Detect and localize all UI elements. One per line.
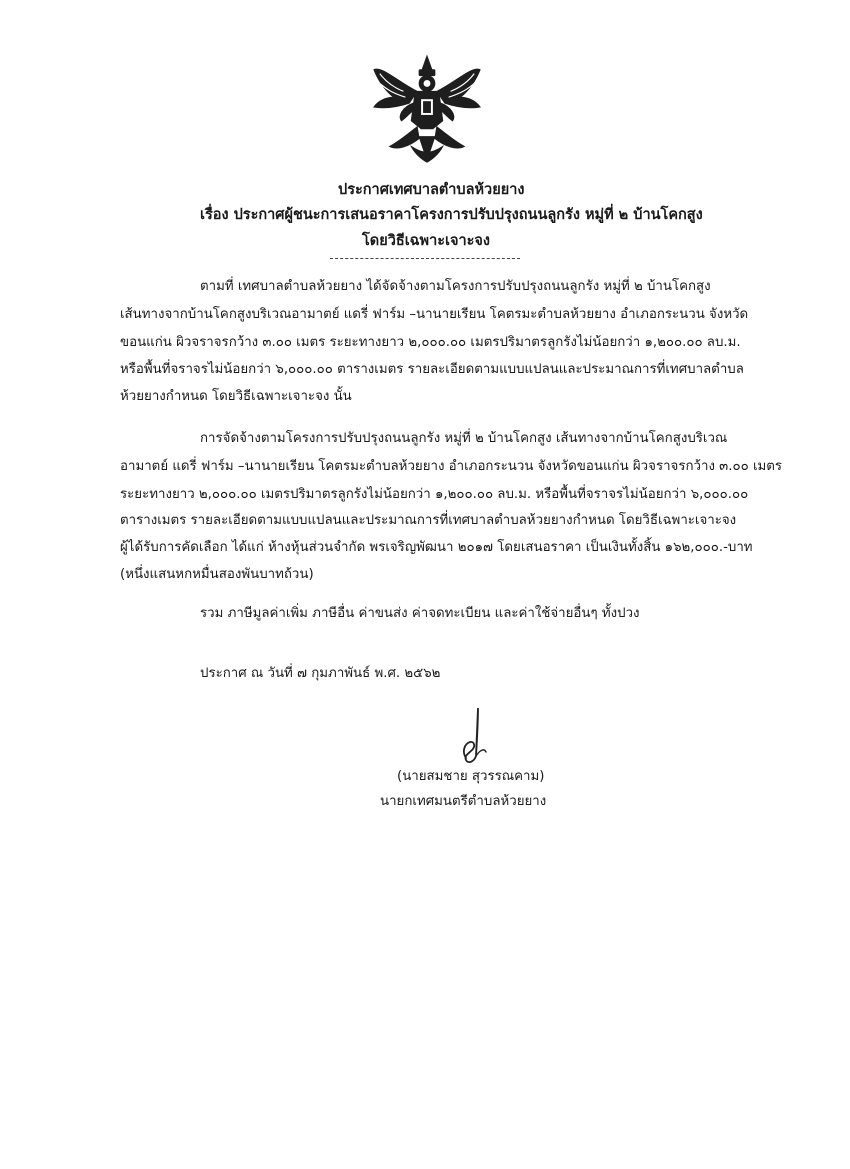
paragraph-line: (หนึ่งแสนหกหมื่นสองพันบาทถ้วน) [120, 567, 314, 582]
announcement-subject-heading: เรื่อง ประกาศผู้ชนะการเสนอราคาโครงการปรับปรุงถนนลูกรัง หมู่ที่ ๒ บ้านโคกสูง [200, 207, 703, 223]
paragraph-line: ผู้ได้รับการคัดเลือก ได้แก่ ห้างหุ้นส่วนจำกัด พรเจริญพัฒนา ๒๐๑๗ โดยเสนอราคา เป็นเงินทั้งสิ้น ๑๖๒,๐๐๐.-บาท [120, 540, 753, 555]
header-divider [330, 258, 520, 259]
signer-title: นายกเทศมนตรีตำบลห้วยยาง [380, 794, 547, 809]
paragraph-line: เส้นทางจากบ้านโคกสูงบริเวณอามาตย์ แดรี่ ฟาร์ม –นานายเรียน โคตรมะตำบลห้วยยาง อำเภอกระนวน จังหวัด [120, 307, 749, 322]
paragraph-inclusions: รวม ภาษีมูลค่าเพิ่ม ภาษีอื่น ค่าขนส่ง ค่าจดทะเบียน และค่าใช้จ่ายอื่นๆ ทั้งปวง [200, 606, 640, 621]
paragraph-line: ตารางเมตร รายละเอียดตามแบบแปลนและประมาณการที่เทศบาลตำบลห้วยยางกำหนด โดยวิธีเฉพาะเจาะจง [120, 513, 737, 528]
paragraph-line: ขอนแก่น ผิวจราจรกว้าง ๓.๐๐ เมตร ระยะทางยาว ๒,๐๐๐.๐๐ เมตรปริมาตรลูกรังไม่น้อยกว่า ๑,๒๐๐.๐๐ ลบ.ม. [120, 335, 741, 350]
paragraph-line: การจัดจ้างตามโครงการปรับปรุงถนนลูกรัง หมู่ที่ ๒ บ้านโคกสูง เส้นทางจากบ้านโคกสูงบริเวณ [200, 431, 728, 446]
paragraph-line: ห้วยยางกำหนด โดยวิธีเฉพาะเจาะจง นั้น [120, 389, 352, 404]
paragraph-line: อามาตย์ แดรี่ ฟาร์ม –นานายเรียน โคตรมะตำบลห้วยยาง อำเภอกระนวน จังหวัดขอนแก่น ผิวจราจรกว้าง ๓.๐๐ เมตร [120, 459, 783, 474]
paragraph-line: ตามที่ เทศบาลตำบลห้วยยาง ได้จัดจ้างตามโครงการปรับปรุงถนนลูกรัง หมู่ที่ ๒ บ้านโคกสูง [200, 279, 711, 294]
paragraph-line: ระยะทางยาว ๒,๐๐๐.๐๐ เมตรปริมาตรลูกรังไม่น้อยกว่า ๑,๒๐๐.๐๐ ลบ.ม. หรือพื้นที่จราจรไม่น้อยกว่า ๖,๐๐๐.๐๐ [120, 487, 749, 502]
paragraph-line: หรือพื้นที่จราจรไม่น้อยกว่า ๖,๐๐๐.๐๐ ตารางเมตร รายละเอียดตามแบบแปลนและประมาณการที่เทศบาลตำบล [120, 362, 744, 377]
signer-name: (นายสมชาย สุวรรณคาม) [397, 769, 545, 784]
signature-icon [446, 700, 506, 770]
announcement-agency-heading: ประกาศเทศบาลตำบลห้วยยาง [338, 182, 525, 198]
procurement-method-heading: โดยวิธีเฉพาะเจาะจง [362, 233, 490, 249]
announcement-date: ประกาศ ณ วันที่ ๗ กุมภาพันธ์ พ.ศ. ๒๕๖๒ [200, 666, 441, 681]
garuda-emblem-icon [368, 52, 486, 170]
